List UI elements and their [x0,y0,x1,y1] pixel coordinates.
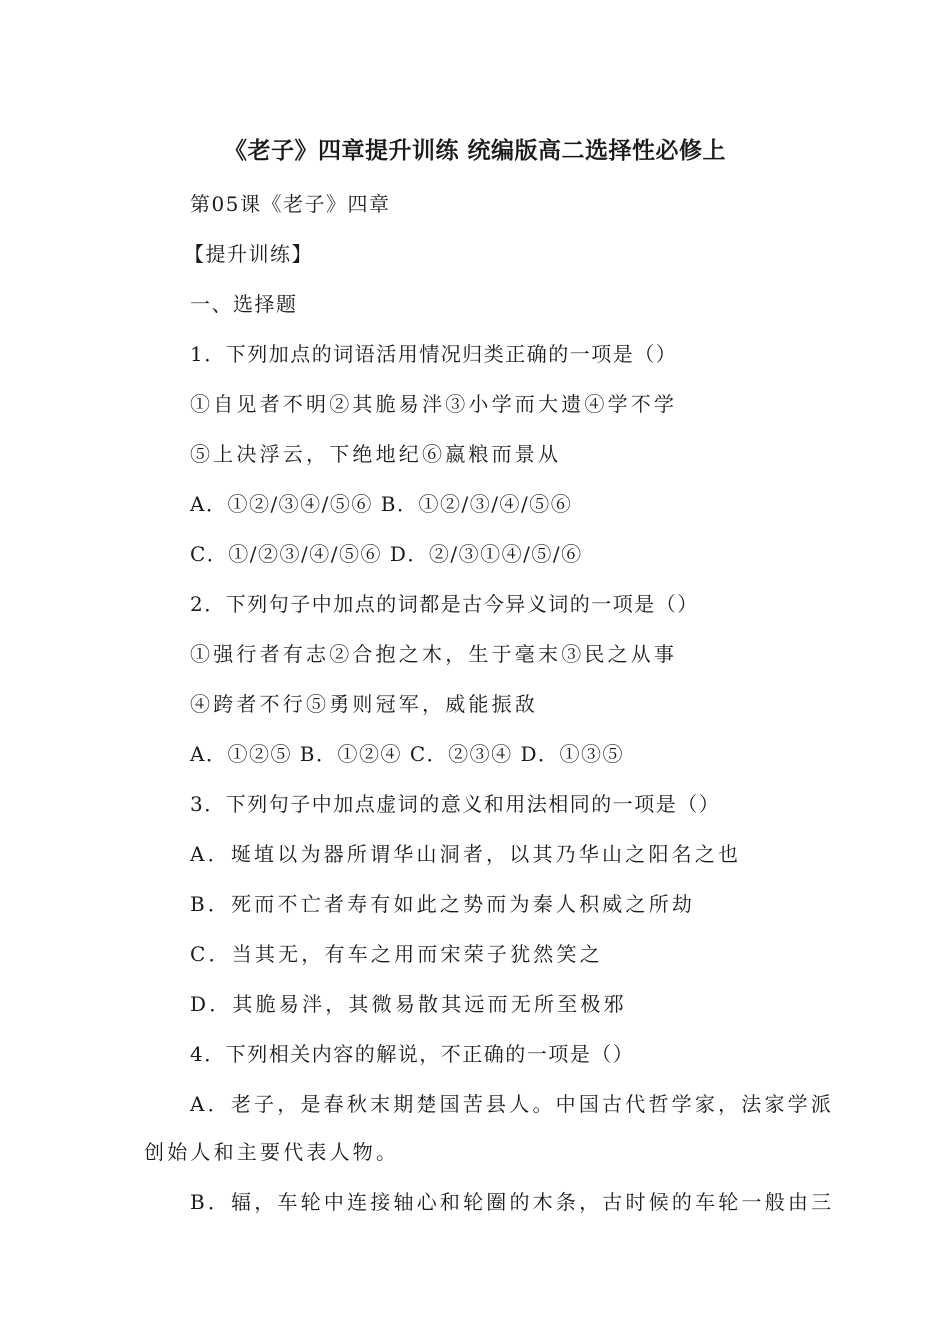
question-4-stem: 4．下列相关内容的解说，不正确的一项是（） [190,1042,635,1066]
lesson-heading: 第05课《老子》四章 [190,192,391,216]
question-3-option-c: C．当其无，有车之用而宋荣子犹然笑之 [190,942,603,966]
document-title: 《老子》四章提升训练 统编版高二选择性必修上 [223,138,726,164]
question-2-line-1: ①强行者有志②合抱之木，生于毫末③民之从事 [190,642,678,666]
question-1-stem: 1．下列加点的词语活用情况归类正确的一项是（） [190,342,678,366]
question-1-options-cd: C．①/②③/④/⑤⑥ D．②/③①④/⑤/⑥ [190,542,583,566]
question-1-line-1: ①自见者不明②其脆易泮③小学而大遗④学不学 [190,392,678,416]
part-heading: 一、选择题 [190,292,298,316]
question-3-option-b: B．死而不亡者寿有如此之势而为秦人积威之所劫 [190,892,696,916]
section-label: 【提升训练】 [184,242,313,266]
question-4-option-a-line-2: 创始人和主要代表人物。 [144,1140,400,1164]
question-3-option-a: A．埏埴以为器所谓华山洞者，以其乃华山之阳名之也 [190,842,742,866]
question-2-stem: 2．下列句子中加点的词都是古今异义词的一项是（） [190,592,699,616]
question-2-line-2: ④跨者不行⑤勇则冠军，威能振敌 [190,692,538,716]
question-1-options-ab: A．①②/③④/⑤⑥ B．①②/③/④/⑤⑥ [190,492,573,516]
question-4-option-b-line-1: B．辐，车轮中连接轴心和轮圈的木条，古时候的车轮一般由三 [190,1190,835,1214]
question-1-line-2: ⑤上决浮云，下绝地纪⑥嬴粮而景从 [190,442,562,466]
question-2-options: A．①②⑤ B．①②④ C．②③④ D．①③⑤ [190,742,625,766]
question-3-stem: 3．下列句子中加点虚词的意义和用法相同的一项是（） [190,792,721,816]
question-4-option-a-line-1: A．老子，是春秋末期楚国苦县人。中国古代哲学家，法家学派 [190,1092,835,1116]
question-3-option-d: D．其脆易泮，其微易散其远而无所至极邪 [190,992,627,1016]
